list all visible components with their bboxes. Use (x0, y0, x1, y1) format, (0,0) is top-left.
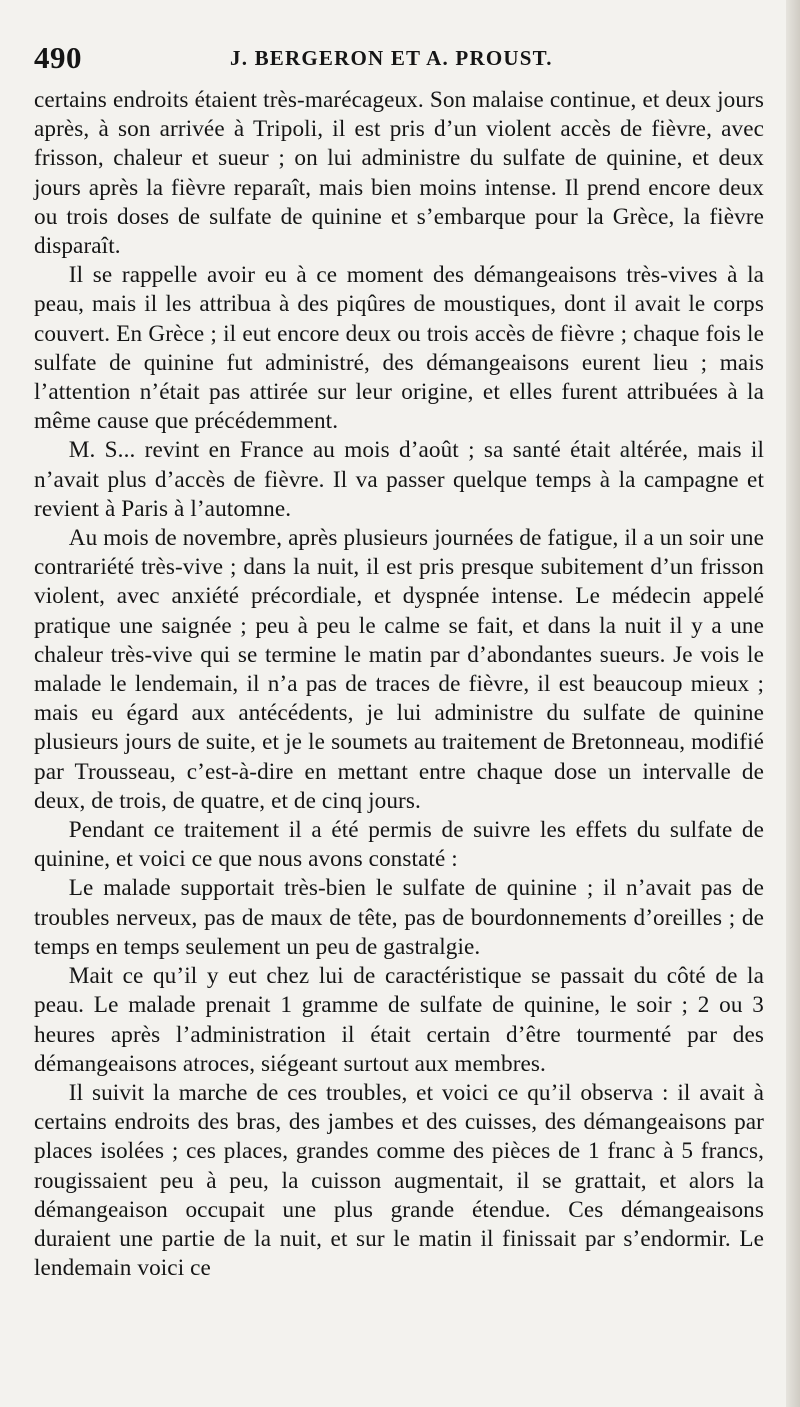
paragraph: Le malade supportait très-bien le sulfate de quinine ; il n’avait pas de troubles nerveux, pas de maux de tête, pas de bourdonnements d’oreilles ; de temps en temps seulement un peu de gastralgie. (34, 875, 764, 960)
page-edge-shadow (786, 0, 800, 1407)
body-text (34, 86, 764, 1283)
paragraph: Au mois de novembre, après plusieurs journées de fatigue, il a un soir une contrariété très-vive ; dans la nuit, il est pris presque subitement d’un frisson violent, avec anxiété précordiale, et dyspnée intense. Le médecin appelé pratique une saignée ; peu à peu le calme se fait, et dans la nuit il y a une chaleur très-vive qui se termine le matin par d’abondantes sueurs. Je vois le malade le lendemain, il n’a pas de traces de fièvre, il est beaucoup mieux ; mais eu égard aux antécédents, je lui administre du sulfate de quinine plusieurs jours de suite, et je le soumets au traitement de Bretonneau, modifié par Trousseau, c’est-à-dire en mettant entre chaque dose un intervalle de deux, de trois, de quatre, et de cinq jours. (34, 525, 764, 814)
page-number: 490 (34, 40, 82, 75)
paragraph: Il suivit la marche de ces troubles, et voici ce qu’il observa : il avait à certains endroits des bras, des jambes et des cuisses, des démangeaisons par places isolées ; ces places, grandes comme des pièces de 1 franc à 5 francs, rougissaient peu à peu, la cuisson augmentait, il se grattait, et alors la démangeaison occupait une plus grande étendue. Ces démangeaisons duraient une partie de la nuit, et sur le matin il finissait par s’endormir. Le lendemain voici ce (34, 1079, 764, 1282)
paragraph: Il se rappelle avoir eu à ce moment des démangeaisons très-vives à la peau, mais il les attribua à des piqûres de moustiques, dont il avait le corps couvert. En Grèce ; il eut encore deux ou trois accès de fièvre ; chaque fois le sulfate de quinine fut administré, des démangeaisons eurent lieu ; mais l’attention n’était pas attirée sur leur origine, et elles furent attribuées à la même cause que précédemment. (34, 262, 764, 435)
paragraph-continued: certains endroits étaient très-marécageux. Son malaise continue, et deux jours après, à son arrivée à Tripoli, il est pris d’un violent accès de fièvre, avec frisson, chaleur et sueur ; on lui administre du sulfate de quinine, et deux jours après la fièvre reparaît, mais bien moins intense. Il prend encore deux ou trois doses de sulfate de quinine et s’embarque pour la Grèce, la fièvre disparaît. (34, 87, 764, 260)
paragraph: M. S... revint en France au mois d’août ; sa santé était altérée, mais il n’avait plus d’accès de fièvre. Il va passer quelque temps à la campagne et revient à Paris à l’automne. (34, 437, 764, 522)
running-head (34, 40, 764, 80)
paragraph: Mait ce qu’il y eut chez lui de caractéristique se passait du côté de la peau. Le malade prenait 1 gramme de sulfate de quinine, le soir ; 2 ou 3 heures après l’administration il était certain d’être tourmenté par des démangeaisons atroces, siégeant surtout aux membres. (34, 963, 764, 1077)
paragraph: Pendant ce traitement il a été permis de suivre les effets du sulfate de quinine, et voici ce que nous avons constaté : (34, 817, 764, 873)
running-title: J. BERGERON ET A. PROUST. (230, 46, 553, 70)
